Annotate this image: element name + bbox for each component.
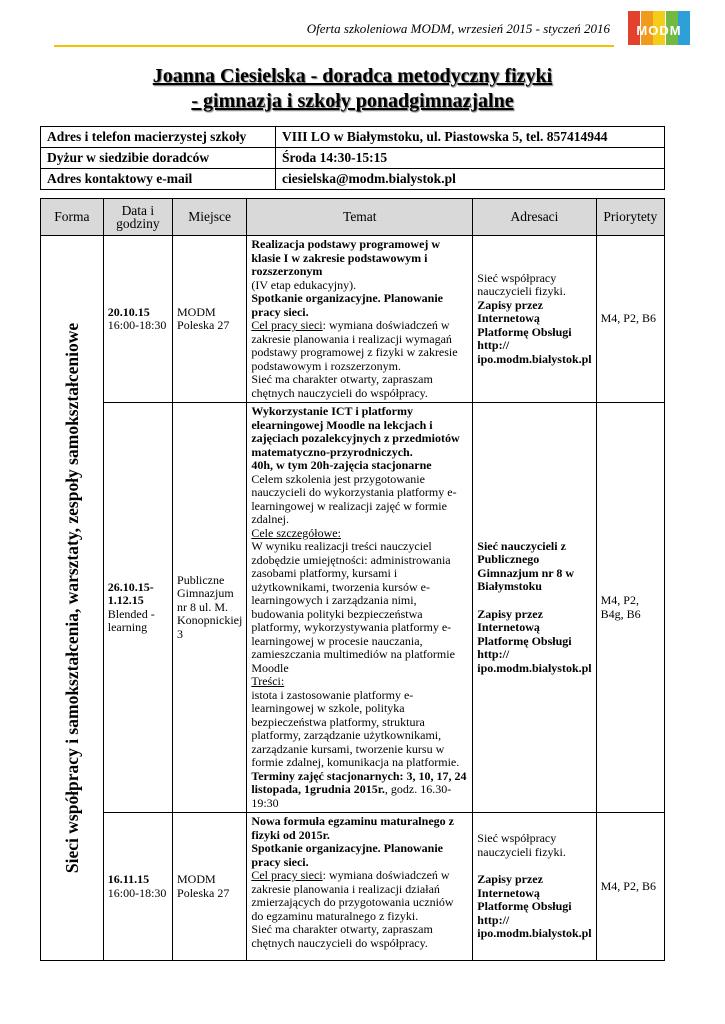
topic-content-text: istota i zastosowanie platformy e-learningowej w szkole, polityka bezpieczeństwa platformy, struktura platformy, zarządzanie użytkownikami, zarządzanie kursami, tworzenie kursu w formie zdalnej, komunikacja na platformie. [251,687,460,769]
table-row [41,236,665,403]
topic-title: Realizacja podstawy programowej w klasie I w zakresie podstawowym i rozszerzonym [251,237,441,278]
date-cell [103,813,172,961]
info-label: Adres kontaktowy e-mail [41,169,276,190]
topic-meeting: Spotkanie organizacyjne. Planowanie pracy sieci. [251,291,443,319]
topic-cell [247,813,473,961]
topic-stage: (IV etap edukacyjny). [251,277,357,292]
topic-title: Wykorzystanie ICT i platformy elearningowej Moodle na lekcjach i zajęciach pozalekcyjnych z przedmiotów matematyczno-przyrodniczych. [251,404,460,459]
info-label: Adres i telefon macierzystej szkoły [41,127,276,148]
priorities-cell: M4, P2, B6 [596,813,664,961]
info-row [41,127,665,148]
place-cell: MODM Poleska 27 [173,236,247,403]
info-value: Środa 14:30-15:15 [276,148,665,169]
training-table [40,198,665,961]
priorities-cell: M4, P2, B4g, B6 [596,403,664,813]
addressees-cell [473,403,596,813]
addressees-text: Sieć współpracy nauczycieli fizyki. [477,270,566,299]
topic-cell [247,403,473,813]
col-header-topic: Temat [247,199,473,236]
topic-open-note: Sieć ma charakter otwarty, zapraszam chętnych nauczycieli do współpracy. [251,922,433,950]
col-header-priorities: Priorytety [596,199,664,236]
header-divider [54,45,614,47]
info-value: VIII LO w Białymstoku, ul. Piastowska 5, tel. 857414944 [276,127,665,148]
date: 26.10.15- 1.12.15 [107,579,154,607]
time: 16:00-18:30 [107,318,167,332]
topic-goal-text: : wymiana doświadczeń w zakresie planowania i realizacji działań zmierzających do przygotowania uczniów do egzaminu maturalnego z fizyki. [251,868,454,923]
addressees-text: Sieć współpracy nauczycieli fizyki. [477,831,566,859]
info-row [41,169,665,190]
title-line-2: - gimnazja i szkoły ponadgimnazjalne [191,90,514,112]
place-cell: MODM Poleska 27 [173,813,247,961]
addressees-cell [473,813,596,961]
topic-meeting: Spotkanie organizacyjne. Planowanie pracy sieci. [251,841,443,869]
date-cell [103,403,172,813]
topic-goal-label: Cel pracy sieci [251,318,323,332]
place-cell: Publiczne Gimnazjum nr 8 ul. M. Konopnickiej 3 [173,403,247,813]
topic-aim: Celem szkolenia jest przygotowanie nauczycieli do wykorzystania platformy e-learningowej w realizacji zajęć w formie zdalnej. [251,471,457,526]
topic-open-note: Sieć ma charakter otwarty, zapraszam chętnych nauczycieli do współpracy. [251,372,433,400]
time: Blended - learning [107,606,155,634]
topic-goals-label: Cele szczegółowe: [251,525,341,540]
addressees-text: Sieć nauczycieli z Publicznego Gimnazjum nr 8 w Białymstoku [477,538,575,594]
time: 16:00-18:30 [107,885,167,900]
topic-goal-text: : wymiana doświadczeń w zakresie planowania i realizacji wymagań podstawy programowej z fizyki w zakresie podstawowym i rozszerzonym. [251,318,458,373]
table-row [41,403,665,813]
date: 20.10.15 [107,304,150,319]
header-text: Oferta szkoleniowa MODM, wrzesień 2015 - styczeń 2016 [306,21,610,36]
forma-text: Sieci współpracy i samokształcenia, warsztaty, zespoły samokształceniowe [61,322,82,874]
info-label: Dyżur w siedzibie doradców [41,148,276,169]
info-table [40,126,665,190]
col-header-date: Data i godziny [103,199,172,236]
logo-text: MODM [636,23,682,38]
topic-goal-label: Cel pracy sieci [251,868,323,882]
topic-content-label: Treści: [251,674,285,688]
topic-goals-text: W wyniku realizacji treści nauczyciel zdobędzie umiejętności: administrowania zasobami platformy, kursami i użytkownikami, tworzenia kursów e-learningowych i zarządzania nimi, budowania polityki bezpieczeństwa platformy, wykorzystywania platformy e-learningowej w procesie nauczania, zamieszczania multimediów na platformie Moodle [251,539,455,675]
title-line-1: Joanna Ciesielska - doradca metodyczny fizyki [152,65,553,87]
topic-terms: Terminy zajęć stacjonarnych: 3, 10, 17, 24 listopada, 1grudnia 2015r. [251,768,467,796]
registration-link[interactable]: Zapisy przez Internetową Platformę Obsługi http:// ipo.modm.bialystok.pl [477,297,592,366]
table-header-row [41,199,665,236]
col-header-addressees: Adresaci [473,199,596,236]
page-title [40,64,665,114]
registration-link[interactable]: Zapisy przez Internetową Platformę Obsługi http:// ipo.modm.bialystok.pl [477,606,592,675]
addressees-cell [473,236,596,403]
col-header-forma: Forma [41,199,104,236]
priorities-cell: M4, P2, B6 [596,236,664,403]
topic-hours: 40h, w tym 20h-zajęcia stacjonarne [251,458,432,472]
topic-title: Nowa formuła egzaminu maturalnego z fizyki od 2015r. [251,814,454,842]
col-header-place: Miejsce [173,199,247,236]
date-cell [103,236,172,403]
info-value: ciesielska@modm.bialystok.pl [276,169,665,190]
modm-logo [628,11,690,45]
topic-terms-time: , godz. 16.30-19:30 [251,782,452,810]
registration-link[interactable]: Zapisy przez Internetową Platformę Obsługi http:// ipo.modm.bialystok.pl [477,872,592,941]
forma-cell [41,236,104,961]
table-row [41,813,665,961]
date: 16.11.15 [107,872,150,886]
info-row [41,148,665,169]
topic-cell [247,236,473,403]
